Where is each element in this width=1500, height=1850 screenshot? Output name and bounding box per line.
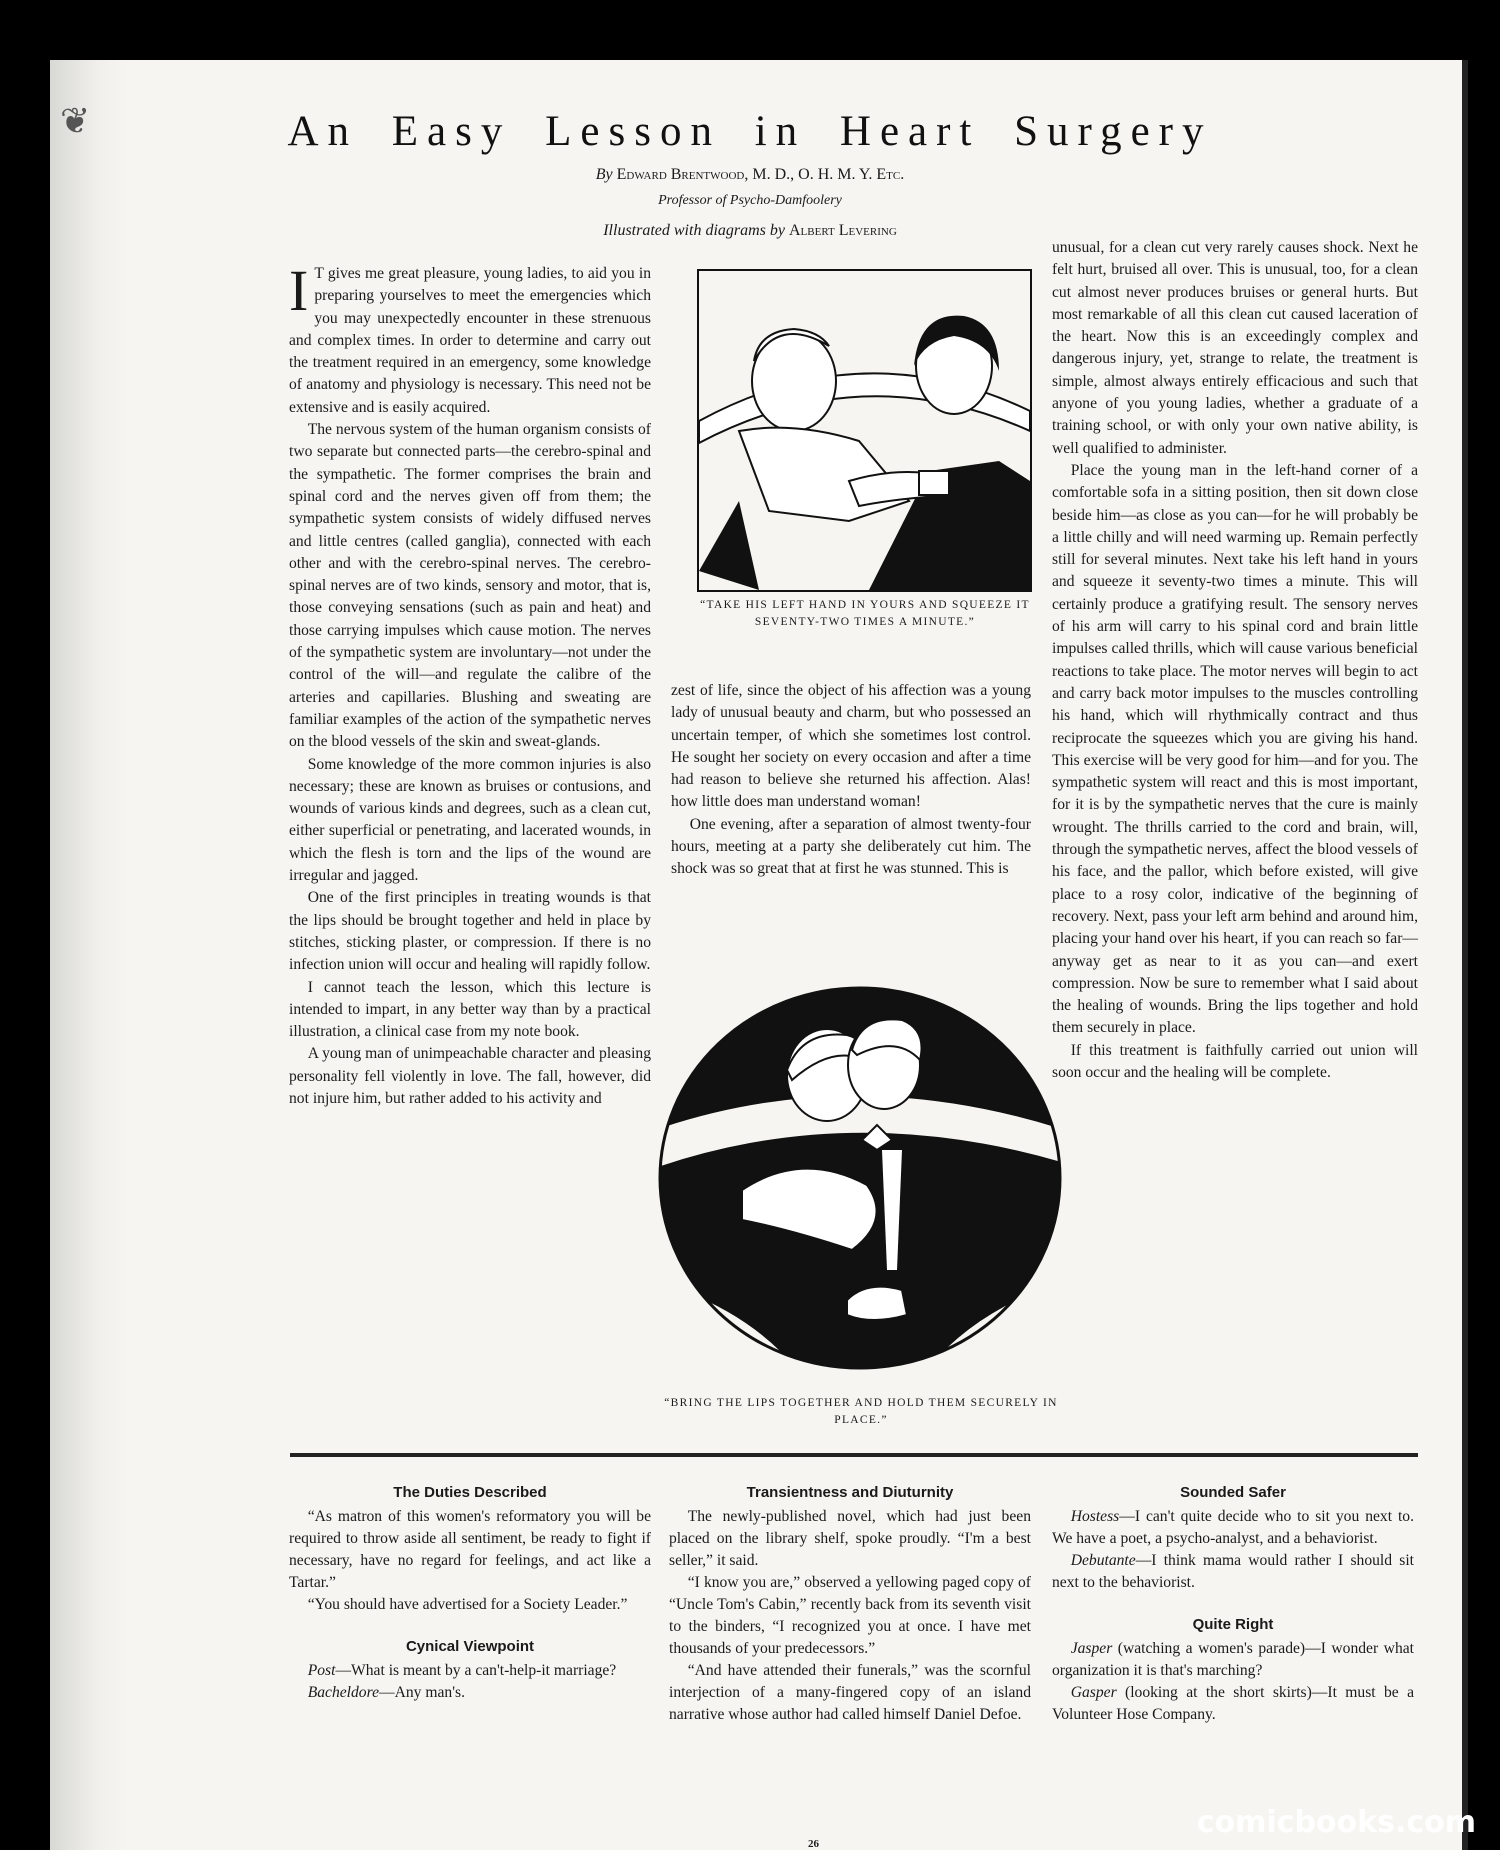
paragraph: I T gives me great pleasure, young ladies, to aid you in preparing yourselves to meet the emergencies which you may unexpectedly encounter in these strenuous and complex times. In order to determine and carry out the treatment required in an emergency, some knowledge of anatomy and physiology is necessary. This need not be extensive and is easily acquired. bbox=[289, 258, 651, 416]
caption-holding-hands: “TAKE HIS LEFT HAND IN YOURS AND SQUEEZE IT SEVENTY-TWO TIMES A MINUTE.” bbox=[700, 599, 1030, 628]
illustration-holding-hands bbox=[697, 269, 1032, 592]
paragraph: If this treatment is faithfully carried out union will soon occur and the healing will be complete. bbox=[1052, 1041, 1418, 1081]
joke-text: Jasper (watching a women's parade)—I wonder what organization it is that's marching? bbox=[1052, 1640, 1414, 1679]
byline-author: Edward Brentwood, M. D., O. H. M. Y. Etc. bbox=[616, 166, 905, 183]
illustration-kiss bbox=[652, 980, 1068, 1376]
paragraph: I cannot teach the lesson, which this lecture is intended to impart, in any better way than by a practical illustration, a clinical case from my note book. bbox=[289, 978, 651, 1041]
joke-text: Gasper (looking at the short skirts)—It must be a Volunteer Hose Company. bbox=[1052, 1684, 1414, 1723]
jokes-column-3 bbox=[1052, 1482, 1414, 1726]
joke-text: Hostess—I can't quite decide who to sit you next to. We have a poet, a psycho-analyst, and a behaviorist. bbox=[1052, 1508, 1414, 1547]
joke-heading: Sounded Safer bbox=[1180, 1484, 1286, 1501]
joke-text: “You should have advertised for a Society Leader.” bbox=[307, 1596, 628, 1613]
paragraph: unusual, for a clean cut very rarely causes shock. Next he felt hurt, bruised all over. This is unusual, too, for a clean cut almost never produces bruises or general hurts. But most remarkable of all this clean cut caused laceration of the heart. Now this is an exceedingly complex and dangerous injury, yet, strange to relate, the treatment is simple, almost always entirely efficacious and such that anyone of you young ladies, whether a graduate of a training school, or with only your own native ability, is well qualified to administer. bbox=[1052, 239, 1418, 457]
page-gutter bbox=[50, 60, 128, 1850]
joke-text: The newly-published novel, which had just been placed on the library shelf, spoke proudly. “I'm a best seller,” it said. bbox=[669, 1508, 1031, 1569]
binding-ornament: ❦ bbox=[60, 101, 91, 141]
jokes-column-1 bbox=[289, 1482, 651, 1704]
jokes-column-2 bbox=[669, 1482, 1031, 1726]
byline-illustrated: Illustrated with diagrams by bbox=[603, 222, 785, 239]
byline-role: Professor of Psycho-Damfoolery bbox=[658, 193, 842, 208]
joke-heading: Cynical Viewpoint bbox=[405, 1638, 535, 1655]
joke-text: Post—What is meant by a can't-help-it marriage? bbox=[307, 1662, 617, 1679]
site-watermark: comicbooks.com bbox=[1196, 1805, 1476, 1840]
paragraph: zest of life, since the object of his affection was a young lady of unusual beauty and charm, but who possessed an uncertain temper, of which she sometimes lost control. He sought her society on every occasion and after a time had reason to believe she returned his affection. Alas! how little does man understand woman! bbox=[671, 682, 1031, 811]
byline-by: By bbox=[595, 166, 613, 183]
paragraph: Some knowledge of the more common injuries is also necessary; these are known as bruises or contusions, and wounds of various kinds and degrees, such as a clean cut, either superficial or penetrating, and lacerated wounds, in which the flesh is torn and the lips of the wound are irregular and jagged. bbox=[289, 755, 651, 885]
joke-heading: The Duties Described bbox=[393, 1484, 547, 1501]
paragraph: Place the young man in the left-hand corner of a comfortable sofa in a sitting position, then sit down close beside him—as close as you can—for he will probably be a little chilly and will need warming up. Remain perfectly still for several minutes. Next take his left hand in yours and squeeze it seventy-two times a minute. This will certainly produce a gratifying result. The sensory nerves of his arm will carry to his spinal cord and brain little impulses called thrills, which will cause various beneficial reactions to take place. The motor nerves will begin to act and carry back motor impulses to the muscles controlling his hand, which will rhythmically contract and thus reciprocate the squeezes which you are giving his hand. This exercise will be very good for him—and for you. The sympathetic system will react and this is most important, for it is by the sympathetic nerves that the cure is mainly wrought. The thrills carried to the cord and brain, will, through the sympathetic nerves, affect the blood vessels of his face, and the pallor, which before existed, will give place to a rosy color, indicative of the beginning of recovery. Next, pass your left arm behind and around him, placing your hand over his heart, if you can reach so far—anyway get as near to it as you can—and exert compression. Now be sure to remember what I said about the healing of wounds. Bring the lips together and hold them securely in place. bbox=[1052, 461, 1418, 1037]
paragraph: One of the first principles in treating wounds is that the lips should be brought together and held in place by stitches, sticking plaster, or compression. If there is no infection union will occur and healing will rapidly follow. bbox=[289, 889, 651, 974]
joke-text: “And have attended their funerals,” was the scornful interjection of a many-fingered copy of an island narrative whose author had called himself Daniel Defoe. bbox=[669, 1662, 1031, 1723]
byline-author-line bbox=[0, 166, 1500, 184]
joke-text: Bacheldore—Any man's. bbox=[307, 1684, 466, 1701]
paragraph: The nervous system of the human organism consists of two separate but connected parts—the cerebro-spinal and the sympathetic. The former comprises the brain and spinal cord and the nerves given off from them; the sympathetic system consists of widely diffused nerves and little centres (called ganglia), connected with each other and with the cerebro-spinal nerves. The cerebro-spinal nerves are of two kinds, sensory and motor, that is, those conveying sensations (such as pain and heat) and those carrying impulses which cause motion. The nerves of the sympathetic system are involuntary—not under the control of the will—and regulate the calibre of the arteries and capillaries. Blushing and sweating are familiar examples of the action of the sympathetic nerves on the blood vessels of the skin and sweat-glands. bbox=[289, 421, 651, 751]
caption-kiss: “BRING THE LIPS TOGETHER AND HOLD THEM SECURELY IN PLACE.” bbox=[664, 1397, 1058, 1426]
paragraph: One evening, after a separation of almost twenty-four hours, meeting at a party she deliberately cut him. The shock was so great that at first he was stunned. This is bbox=[671, 815, 1031, 878]
couple-kissing-drawing bbox=[652, 980, 1068, 1376]
joke-heading: Transientness and Diuturnity bbox=[746, 1484, 954, 1501]
paragraph: A young man of unimpeachable character and pleasing personality fell violently in love. The fall, however, did not injure him, but rather added to his activity and bbox=[289, 1045, 651, 1107]
joke-text: Debutante—I think mama would rather I should sit next to the behaviorist. bbox=[1052, 1552, 1414, 1591]
article-column-1 bbox=[289, 258, 651, 1110]
page-number: 26 bbox=[808, 1838, 819, 1850]
article-title: An Easy Lesson in Heart Surgery bbox=[287, 108, 1213, 155]
joke-text: “I know you are,” observed a yellowing paged copy of “Uncle Tom's Cabin,” recently back from its seventh visit to the binders, “I recognized you at once. I have met thousands of your predecessors.” bbox=[669, 1574, 1031, 1657]
page-edge bbox=[1462, 60, 1468, 1850]
joke-text: “As matron of this women's reformatory you will be required to throw aside all sentiment, be ready to fight if necessary, have no regard for feelings, and act like a Tartar.” bbox=[289, 1508, 651, 1591]
joke-heading: Quite Right bbox=[1192, 1616, 1274, 1633]
byline-illustrator: Albert Levering bbox=[789, 222, 897, 239]
article-column-3 bbox=[1052, 237, 1418, 1084]
couple-holding-hands-drawing bbox=[699, 271, 1030, 590]
article-column-2 bbox=[671, 680, 1031, 881]
drop-cap: I bbox=[289, 258, 309, 323]
section-divider bbox=[290, 1453, 1418, 1457]
